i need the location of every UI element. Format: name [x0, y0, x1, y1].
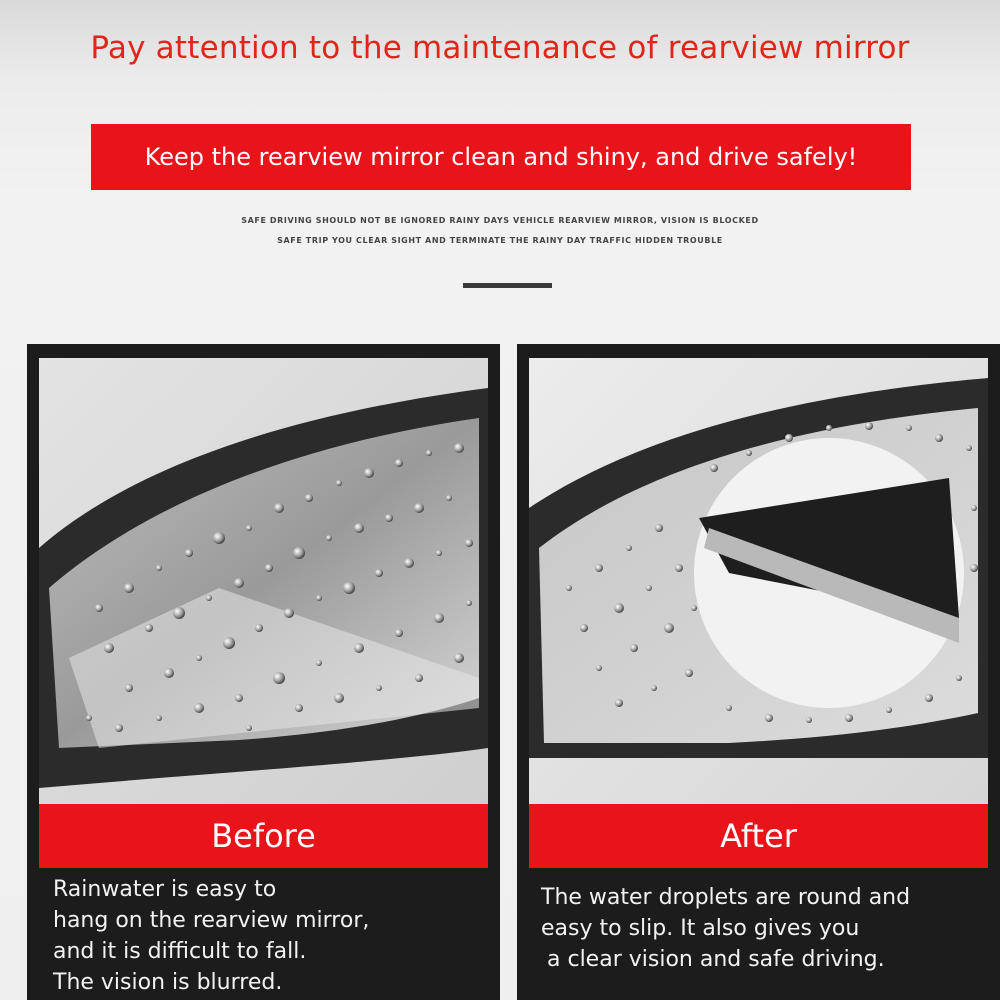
after-mirror-photo	[529, 358, 988, 804]
before-label: Before	[211, 817, 316, 855]
slogan-banner	[91, 124, 911, 190]
after-caption-line: easy to slip. It also gives you	[541, 916, 860, 941]
before-caption	[39, 874, 488, 1000]
after-label: After	[720, 817, 797, 855]
before-caption-line: hang on the rearview mirror,	[53, 908, 370, 933]
before-label-bar	[39, 804, 488, 868]
before-panel	[27, 344, 500, 1000]
after-panel	[517, 344, 1000, 1000]
after-label-bar	[529, 804, 988, 868]
before-caption-line: and it is difficult to fall.	[53, 939, 307, 964]
divider	[463, 283, 552, 288]
fine-print-line-1: SAFE DRIVING SHOULD NOT BE IGNORED RAINY DAYS VEHICLE REARVIEW MIRROR, VISION IS BLOCKED	[241, 216, 759, 225]
before-mirror-photo	[39, 358, 488, 804]
page-headline: Pay attention to the maintenance of rearview mirror	[90, 30, 910, 66]
after-caption	[529, 882, 988, 1000]
before-caption-line: Rainwater is easy to	[53, 877, 277, 902]
before-caption-line: The vision is blurred.	[53, 970, 283, 995]
fine-print-line-2: SAFE TRIP YOU CLEAR SIGHT AND TERMINATE THE RAINY DAY TRAFFIC HIDDEN TROUBLE	[277, 236, 723, 245]
slogan-text: Keep the rearview mirror clean and shiny, and drive safely!	[144, 143, 858, 171]
after-caption-line: a clear vision and safe driving.	[547, 947, 885, 972]
after-caption-line: The water droplets are round and	[541, 885, 911, 910]
